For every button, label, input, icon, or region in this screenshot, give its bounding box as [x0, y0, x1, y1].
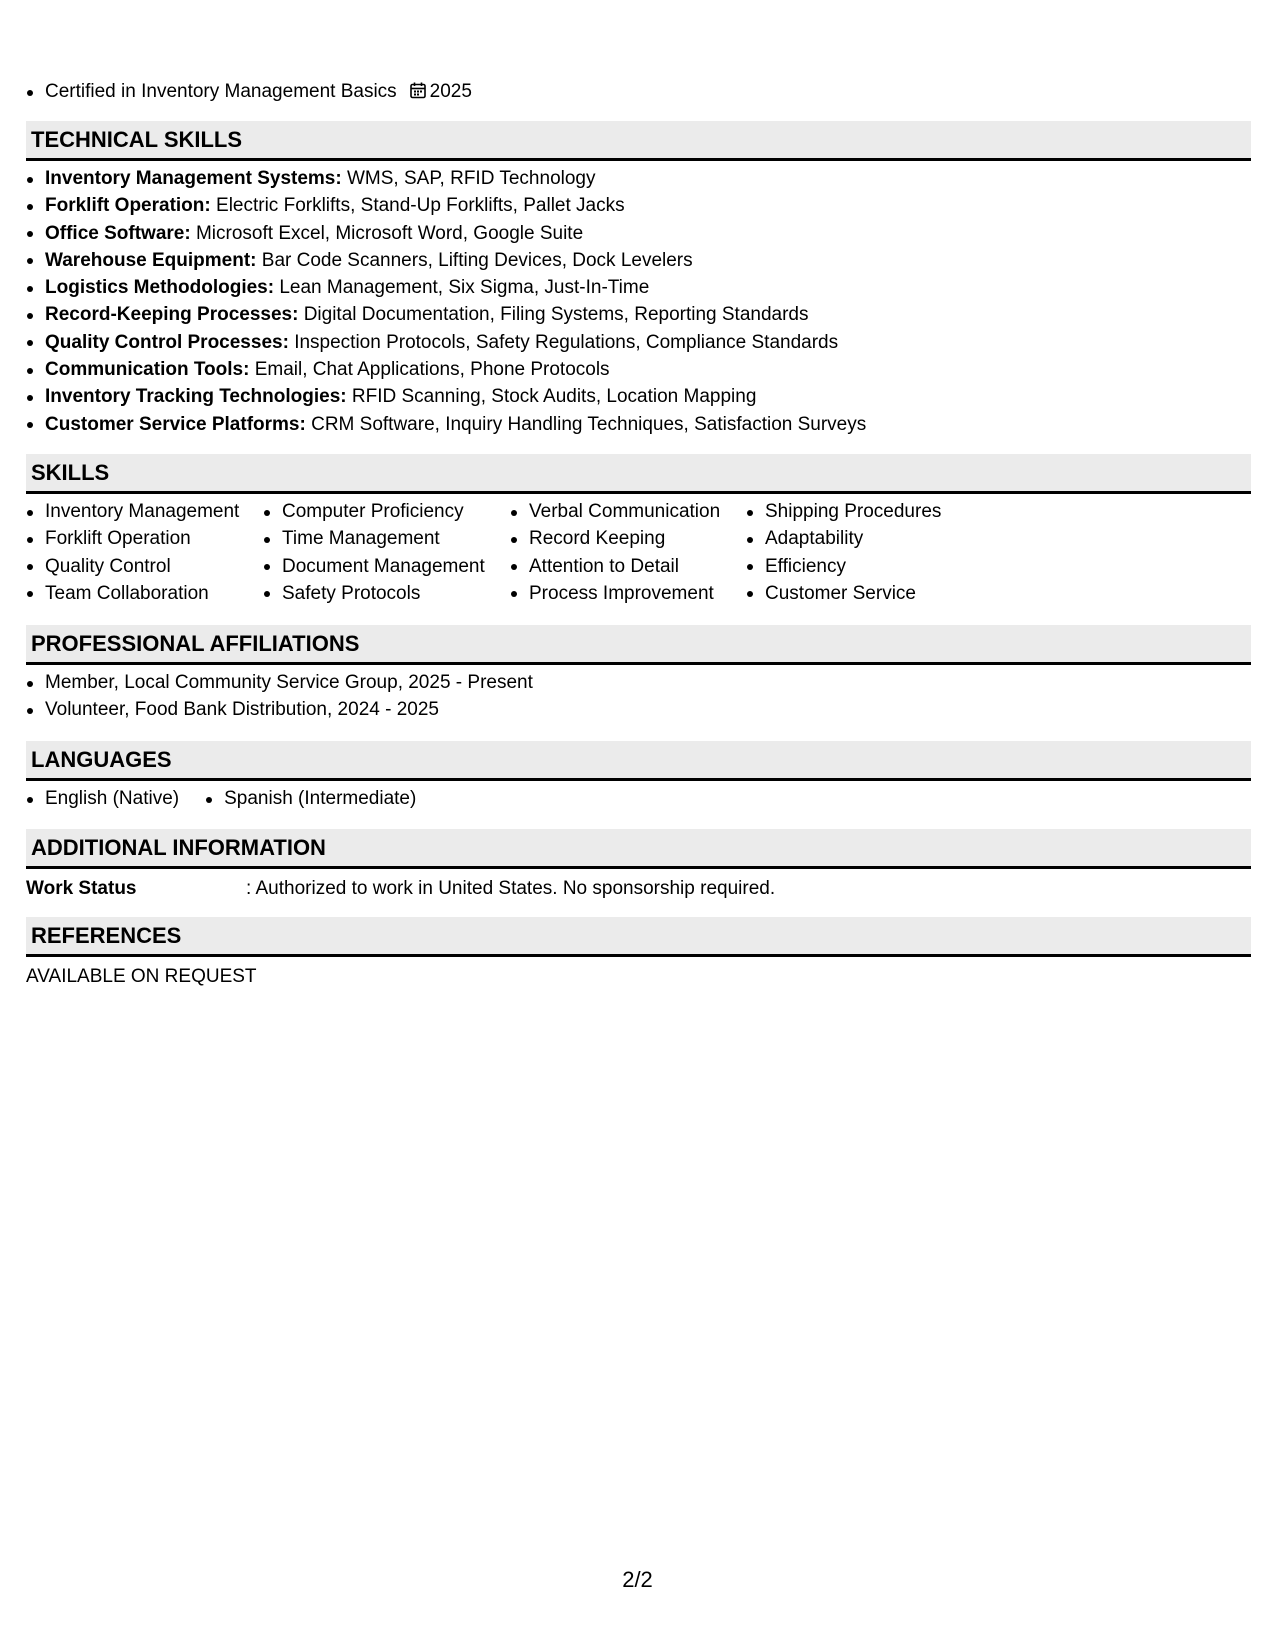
section-heading: TECHNICAL SKILLS [26, 121, 1251, 161]
list-item: Document Management [263, 553, 510, 580]
professional-affiliations-section [26, 625, 1251, 724]
languages-list [26, 785, 1251, 812]
section-heading: SKILLS [26, 454, 1251, 494]
skill-values: Microsoft Excel, Microsoft Word, Google Suite [195, 222, 584, 244]
list-item: Forklift Operation [26, 525, 263, 552]
work-status-value: : Authorized to work in United States. No sponsorship required. [246, 878, 776, 899]
technical-skills-section [26, 121, 1251, 438]
skill-values: Bar Code Scanners, Lifting Devices, Dock Levelers [261, 249, 693, 271]
certification-date: 2025 [429, 81, 472, 102]
work-status-label: Work Status [26, 878, 137, 899]
skill-category: Quality Control Processes: [45, 331, 289, 353]
technical-skills-list [26, 165, 1251, 438]
list-item [26, 329, 1251, 356]
section-heading: ADDITIONAL INFORMATION [26, 829, 1251, 869]
references-section [26, 917, 1251, 990]
skill-values: Inspection Protocols, Safety Regulations, Compliance Standards [294, 331, 839, 353]
list-item: Adaptability [746, 525, 996, 552]
skill-category: Forklift Operation: [45, 195, 211, 217]
additional-information-section [26, 829, 1251, 902]
list-item: Team Collaboration [26, 580, 263, 607]
list-item: Inventory Management [26, 498, 263, 525]
skill-category: Warehouse Equipment: [45, 249, 257, 271]
list-item: Process Improvement [510, 580, 746, 607]
list-item [26, 192, 1251, 219]
skill-category: Office Software: [45, 222, 191, 244]
work-status-row [26, 875, 1251, 902]
section-heading: REFERENCES [26, 917, 1251, 957]
certification-name: Certified in Inventory Management Basics [45, 81, 397, 102]
skill-values: Electric Forklifts, Stand-Up Forklifts, Pallet Jacks [216, 195, 625, 217]
skills-column [26, 498, 263, 607]
list-item: Shipping Procedures [746, 498, 996, 525]
list-item: Time Management [263, 525, 510, 552]
calendar-icon [410, 80, 426, 107]
skills-column [746, 498, 996, 607]
list-item: Volunteer, Food Bank Distribution, 2024 - 2025 [26, 696, 1251, 723]
languages-section [26, 741, 1251, 812]
skill-category: Record-Keeping Processes: [45, 304, 299, 326]
skill-values: WMS, SAP, RFID Technology [346, 168, 596, 189]
skill-values: Email, Chat Applications, Phone Protocols [254, 359, 610, 381]
list-item: Spanish (Intermediate) [205, 785, 416, 812]
affiliations-list [26, 669, 1251, 724]
skills-column [510, 498, 746, 607]
list-item: Attention to Detail [510, 553, 746, 580]
section-heading: LANGUAGES [26, 741, 1251, 781]
list-item [26, 165, 1251, 192]
list-item: Quality Control [26, 553, 263, 580]
skill-category: Inventory Tracking Technologies: [45, 386, 347, 408]
skill-category: Inventory Management Systems: [45, 168, 342, 189]
list-item [26, 383, 1251, 410]
page-number: 2/2 [622, 1567, 653, 1592]
list-item [26, 274, 1251, 301]
skill-values: Lean Management, Six Sigma, Just-In-Time [279, 277, 650, 299]
list-item: English (Native) [26, 785, 179, 812]
list-item [26, 301, 1251, 328]
skill-values: Digital Documentation, Filing Systems, Reporting Standards [303, 304, 809, 326]
skills-column [263, 498, 510, 607]
list-item: Member, Local Community Service Group, 2025 - Present [26, 669, 1251, 696]
skill-category: Logistics Methodologies: [45, 277, 275, 299]
skill-category: Customer Service Platforms: [45, 413, 306, 435]
skill-values: RFID Scanning, Stock Audits, Location Mapping [351, 386, 757, 408]
skill-category: Communication Tools: [45, 359, 250, 381]
list-item [26, 247, 1251, 274]
list-item [26, 411, 1251, 438]
list-item [26, 220, 1251, 247]
list-item: Safety Protocols [263, 580, 510, 607]
section-heading: PROFESSIONAL AFFILIATIONS [26, 625, 1251, 665]
list-item [26, 356, 1251, 383]
references-text: AVAILABLE ON REQUEST [26, 966, 257, 987]
list-item: Verbal Communication [510, 498, 746, 525]
skills-section [26, 454, 1251, 607]
skill-values: CRM Software, Inquiry Handling Techniques, Satisfaction Surveys [311, 413, 867, 435]
list-item: Record Keeping [510, 525, 746, 552]
certification-item [26, 78, 472, 105]
list-item: Efficiency [746, 553, 996, 580]
skills-columns [26, 498, 1251, 607]
list-item: Computer Proficiency [263, 498, 510, 525]
list-item: Customer Service [746, 580, 996, 607]
